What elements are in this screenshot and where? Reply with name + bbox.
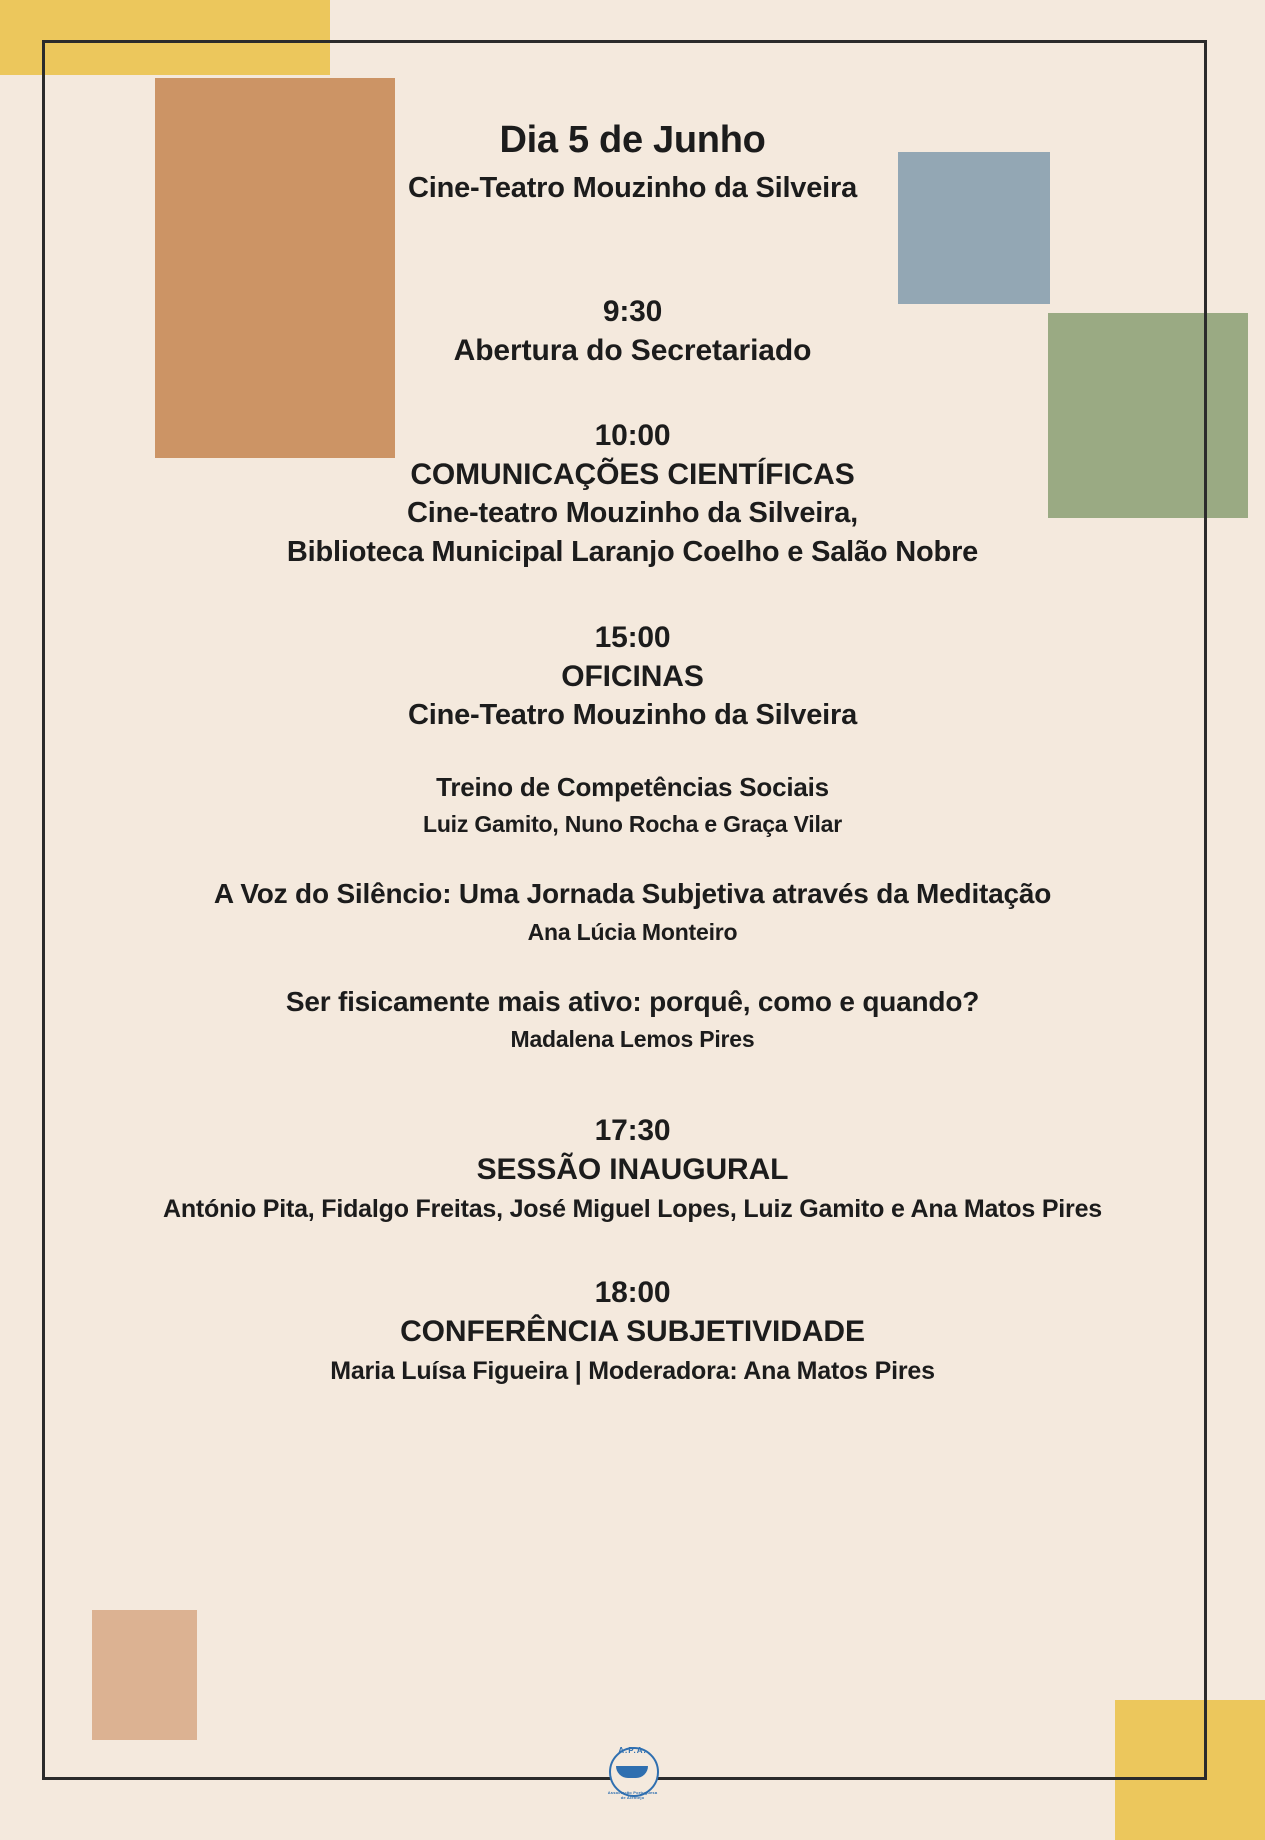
schedule-heading: CONFERÊNCIA SUBJETIVIDADE	[400, 1314, 865, 1348]
page-title: Dia 5 de Junho	[499, 119, 766, 161]
schedule-heading: OFICINAS	[561, 660, 704, 694]
schedule-block-4	[0, 1273, 1265, 1389]
apa-logo-icon	[606, 1742, 660, 1800]
schedule-place: Biblioteca Municipal Laranjo Coelho e Salão Nobre	[286, 535, 979, 568]
schedule-block-3	[0, 1111, 1265, 1227]
header-venue: Cine-Teatro Mouzinho da Silveira	[407, 171, 858, 204]
schedule-block-1	[0, 416, 1265, 572]
workshop-speakers: Luiz Gamito, Nuno Rocha e Graça Vilar	[422, 811, 843, 838]
workshop-speakers: Ana Lúcia Monteiro	[527, 918, 738, 945]
organization-logo	[0, 1742, 1265, 1800]
schedule-block-0	[0, 292, 1265, 370]
logo-acronym: A.P.A.	[618, 1746, 647, 1755]
workshop-title: Ser fisicamente mais ativo: porquê, como e quando?	[285, 985, 980, 1017]
schedule-place: Cine-Teatro Mouzinho da Silveira	[407, 699, 858, 732]
workshop-item	[0, 984, 1265, 1055]
workshop-item	[0, 876, 1265, 947]
schedule-heading: Abertura do Secretariado	[453, 333, 812, 367]
schedule-block-2	[0, 618, 1265, 1055]
workshop-item	[0, 771, 1265, 840]
schedule-heading: SESSÃO INAUGURAL	[476, 1152, 789, 1186]
workshop-speakers: Madalena Lemos Pires	[510, 1025, 755, 1052]
schedule-time: 17:30	[594, 1113, 671, 1147]
session-speakers: António Pita, Fidalgo Freitas, José Miguel Lopes, Luiz Gamito e Ana Matos Pires	[163, 1194, 1102, 1223]
logo-subtitle: Associação Portuguesa de Alentejo	[607, 1790, 658, 1800]
session-speakers: Maria Luísa Figueira | Moderadora: Ana Matos Pires	[330, 1356, 935, 1385]
schedule-time: 10:00	[594, 418, 671, 452]
workshop-title: A Voz do Silêncio: Uma Jornada Subjetiva através da Meditação	[213, 878, 1052, 910]
schedule-time: 15:00	[594, 621, 671, 655]
workshop-title: Treino de Competências Sociais	[436, 772, 829, 803]
schedule-time: 18:00	[594, 1275, 671, 1309]
schedule-heading: COMUNICAÇÕES CIENTÍFICAS	[410, 457, 855, 491]
decorative-square-peach-bottom-left	[92, 1610, 197, 1740]
schedule-time: 9:30	[602, 294, 663, 328]
schedule-place: Cine-teatro Mouzinho da Silveira,	[406, 496, 858, 529]
